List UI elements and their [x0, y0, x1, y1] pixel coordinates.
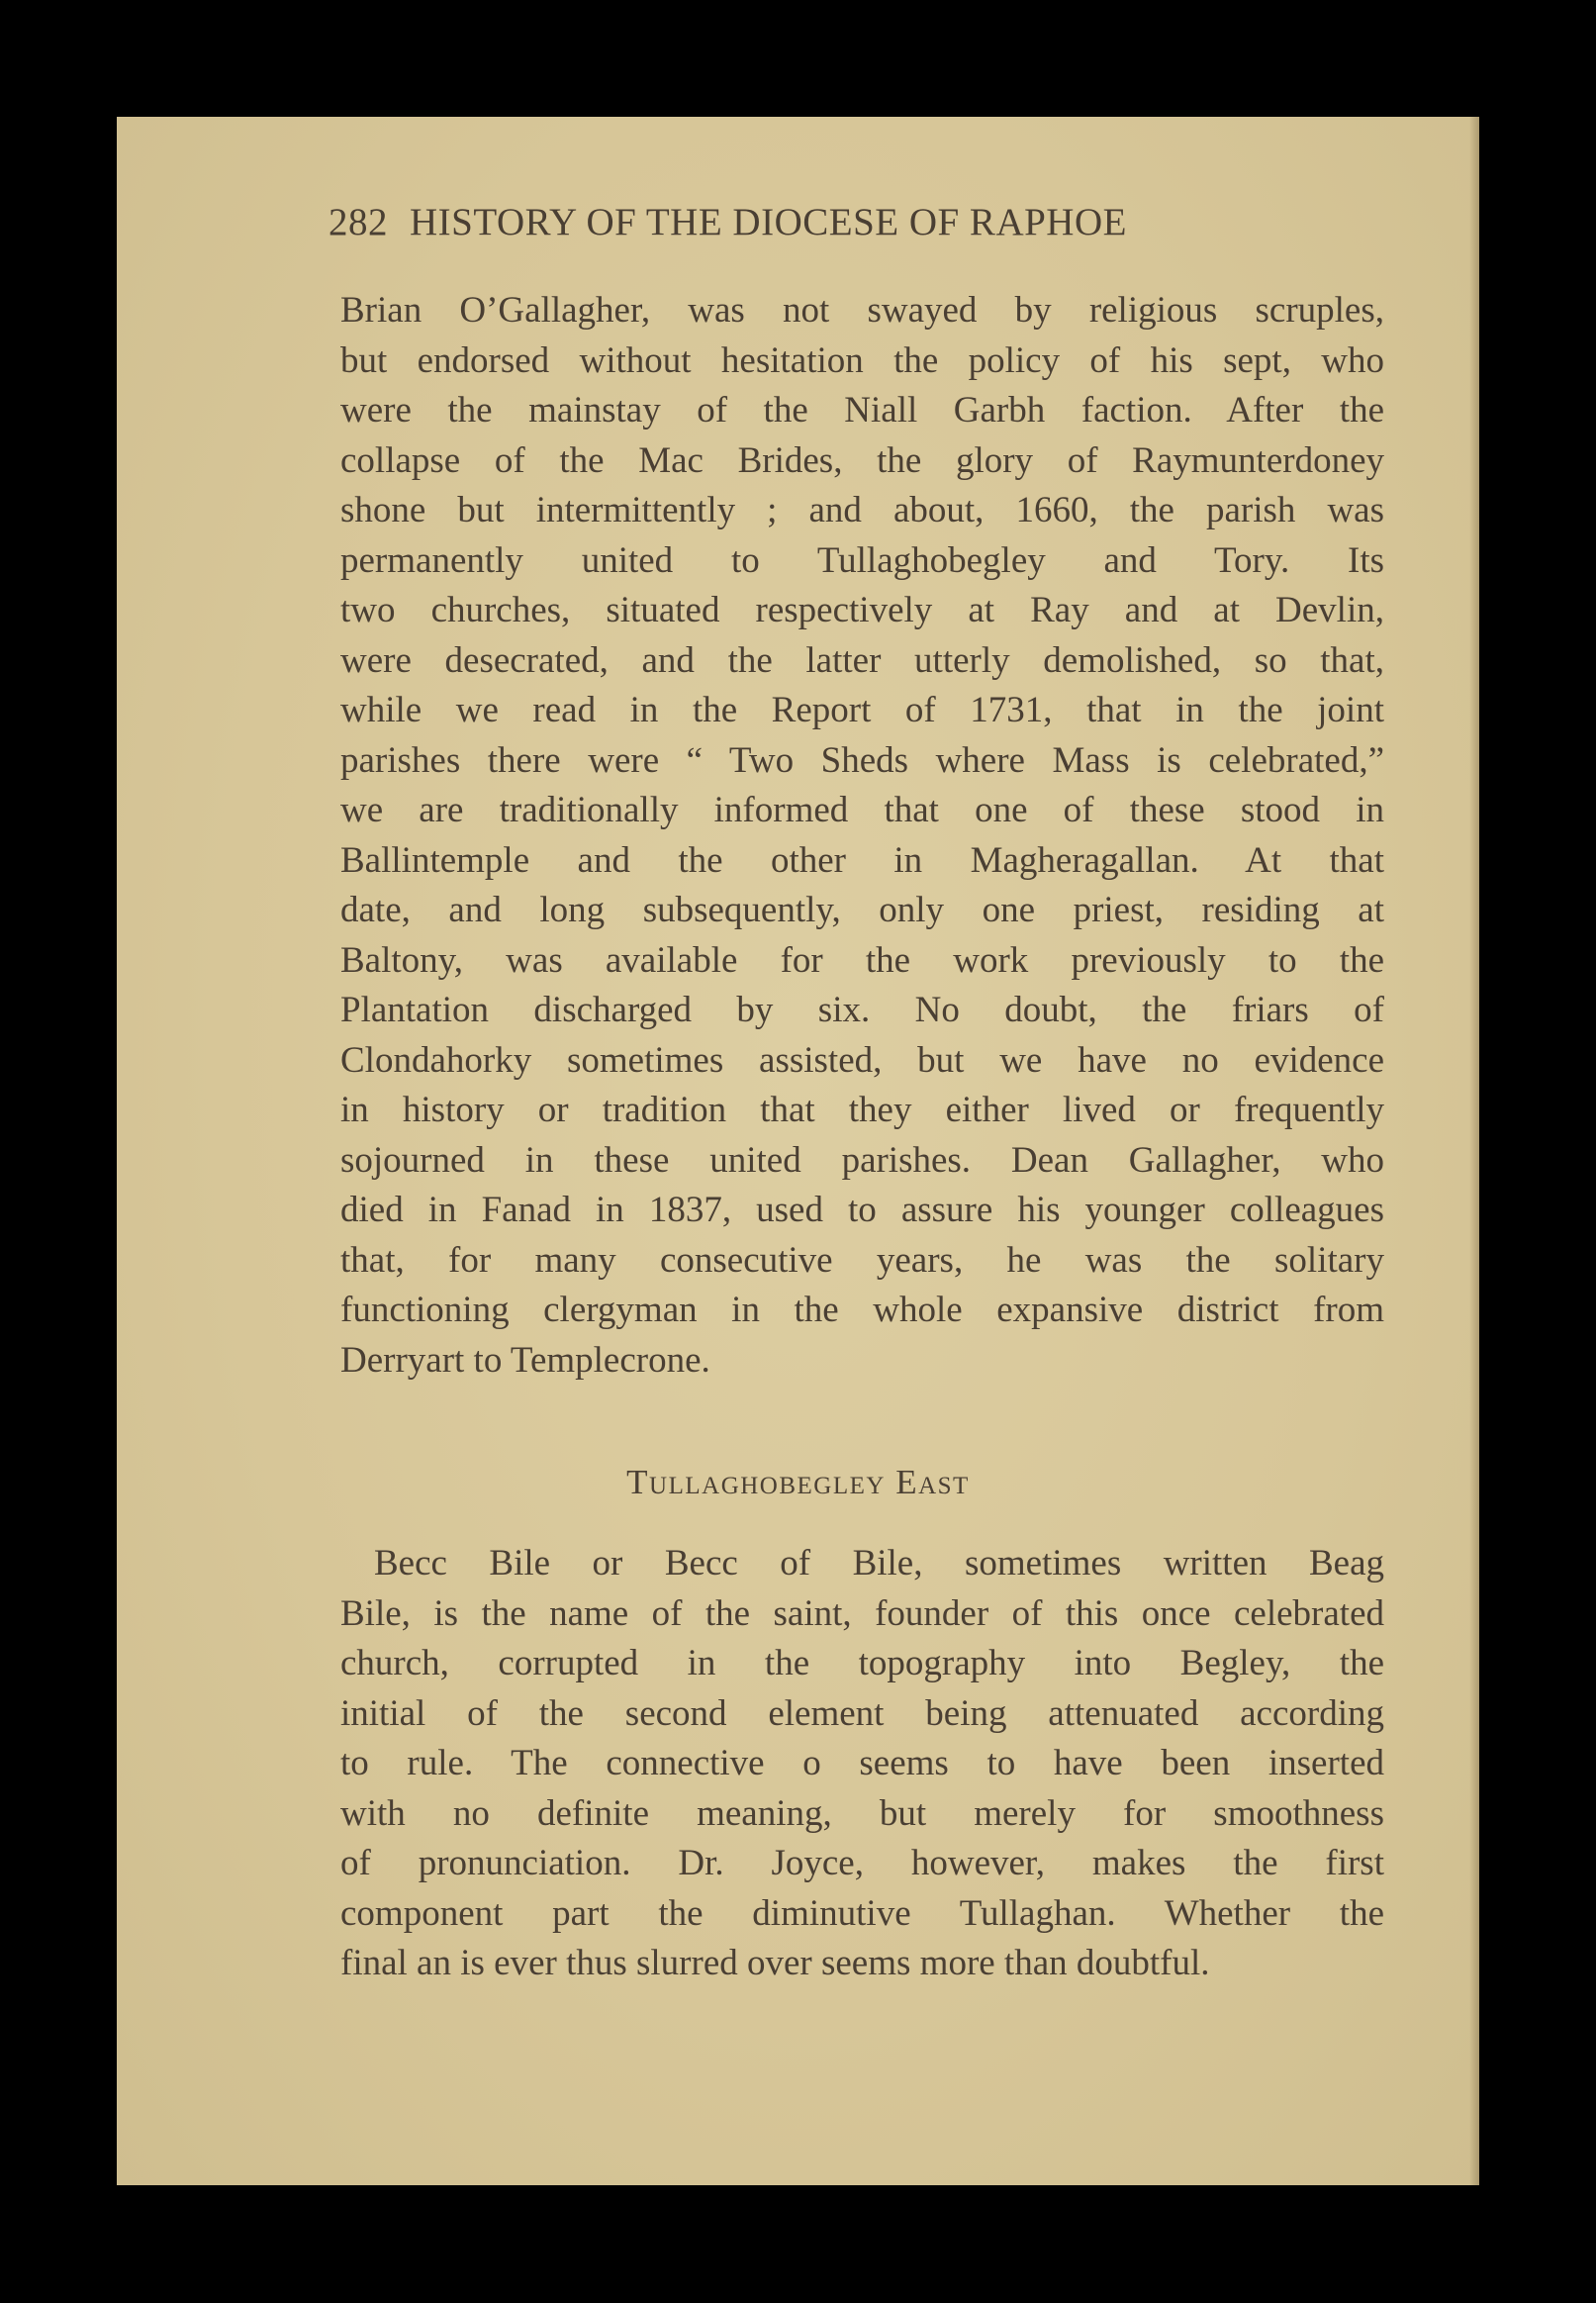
text-line: were desecrated, and the latter utterly demolished, so that, — [340, 639, 1384, 681]
text-line: died in Fanad in 1837, used to assure his younger colleagues — [340, 1190, 1384, 1230]
text-line: of pronunciation. Dr. Joyce, however, makes the first — [340, 1843, 1384, 1883]
text-line: Clondahorky sometimes assisted, but we have no evidence — [340, 1039, 1384, 1081]
running-head — [329, 200, 1466, 244]
page-edge-shadow — [1469, 117, 1479, 2185]
text-line: we are traditionally informed that one of these stood in — [340, 790, 1384, 830]
text-line: while we read in the Report of 1731, that in the joint — [340, 690, 1384, 730]
text-line: in history or tradition that they either lived or frequently — [340, 1090, 1384, 1130]
text-line: Derryart to Templecrone. — [340, 1339, 710, 1381]
text-line: sojourned in these united parishes. Dean Gallagher, who — [340, 1139, 1384, 1181]
text-line: shone but intermittently ; and about, 1660, the parish was — [340, 490, 1384, 530]
text-line: but endorsed without hesitation the policy of his sept, who — [340, 339, 1384, 381]
text-line: were the mainstay of the Niall Garbh faction. After the — [340, 390, 1384, 431]
text-line: with no definite meaning, but merely for smoothness — [340, 1792, 1384, 1834]
text-line: two churches, situated respectively at Ray and at Devlin, — [340, 590, 1384, 630]
text-line: component part the diminutive Tullaghan. Whether the — [340, 1892, 1384, 1934]
text-line: date, and long subsequently, only one priest, residing at — [340, 890, 1384, 930]
text-line: church, corrupted in the topography into Begley, the — [340, 1643, 1384, 1683]
text-line: final an is ever thus slurred over seems more than doubtful. — [340, 1943, 1210, 1983]
text-line: that, for many consecutive years, he was the solitary — [340, 1239, 1384, 1281]
text-line: Ballintemple and the other in Magheragallan. At that — [340, 839, 1384, 881]
text-line: Baltony, was available for the work previously to the — [340, 939, 1384, 981]
text-line: permanently united to Tullaghobegley and Tory. Its — [340, 539, 1384, 581]
text-line: functioning clergyman in the whole expansive district from — [340, 1290, 1384, 1330]
text-line: Plantation discharged by six. No doubt, the friars of — [340, 990, 1384, 1030]
book-page — [117, 117, 1479, 2185]
paragraph-2 — [340, 1539, 1384, 1989]
text-line: Becc Bile or Becc of Bile, sometimes written Beag — [374, 1543, 1384, 1583]
text-line: parishes there were “ Two Sheds where Mass is celebrated,” — [340, 739, 1384, 781]
paragraph-1 — [340, 286, 1384, 1386]
text-line: initial of the second element being attenuated according — [340, 1692, 1384, 1734]
text-line: collapse of the Mac Brides, the glory of Raymunterdoney — [340, 439, 1384, 481]
running-head-title: HISTORY OF THE DIOCESE OF RAPHOE — [410, 201, 1127, 243]
section-heading: Tullaghobegley East — [626, 1463, 970, 1501]
text-line: Bile, is the name of the saint, founder of this once celebrated — [340, 1592, 1384, 1634]
text-line: Brian O’Gallagher, was not swayed by religious scruples, — [340, 290, 1384, 331]
text-line: to rule. The connective o seems to have been inserted — [340, 1743, 1384, 1783]
page-number: 282 — [329, 201, 388, 243]
